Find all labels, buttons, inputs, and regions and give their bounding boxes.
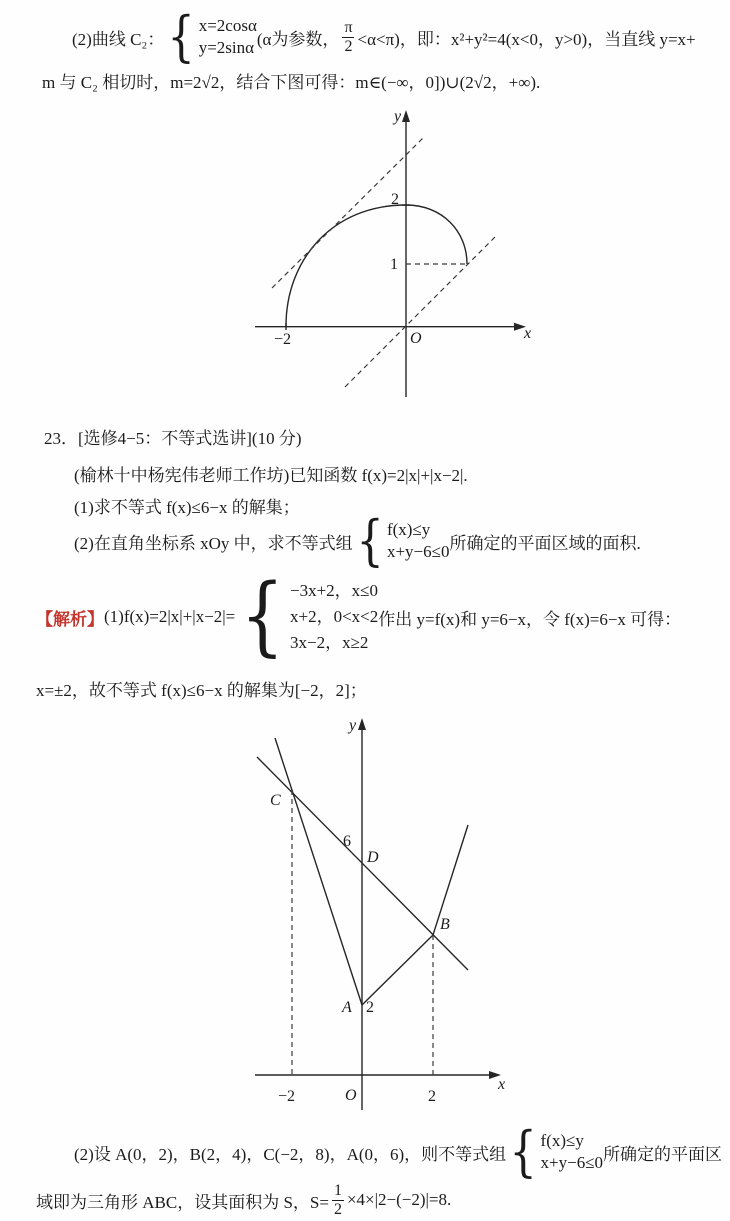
- piece-row: −3x+2，x≤0: [290, 581, 379, 600]
- y-axis-label: y: [394, 108, 402, 125]
- semicircle-arc: [286, 205, 467, 326]
- left-brace: {: [240, 566, 285, 667]
- figure-semicircle-tangent: [230, 105, 560, 405]
- para1-mid1: (α为参数，: [256, 29, 340, 49]
- system-row: f(x)≤y: [386, 520, 431, 539]
- final-area-result: ×4×|2−(−2)|=8.: [346, 1190, 452, 1209]
- final-line2: [36, 1182, 451, 1218]
- fraction-denominator: 2: [344, 37, 353, 55]
- final-points-text: (2)设 A(0，2)，B(2，4)，C(−2，8)，A(0，6)，则不等式组: [74, 1144, 507, 1164]
- piecewise-definition: [290, 578, 378, 656]
- para1-circle-eq: x²+y²=4(x<0，y>0)，: [450, 29, 605, 49]
- inequality-system: [541, 1130, 604, 1174]
- figure-piecewise-region: [230, 710, 520, 1115]
- final-area-text: 域即为三角形 ABC，设其面积为 S，S=: [36, 1192, 329, 1212]
- part2-text-b: 所确定的平面区域的面积.: [449, 533, 641, 553]
- case-row: y=2sinα: [198, 38, 255, 57]
- pi-over-2-fraction: [342, 19, 354, 55]
- two-vertex-label: 2: [366, 999, 374, 1016]
- problem-23-part2: [74, 508, 641, 572]
- six-label: 6: [343, 833, 351, 850]
- para1-line2: m 与 C₂ 相切时，m=2√2，结合下图可得：m∈(−∞，0])∪(2√2，+∞).: [42, 73, 541, 92]
- two-label: 2: [391, 191, 399, 208]
- para1-mid2: <α<π)，即：: [357, 29, 451, 49]
- system-row: f(x)≤y: [540, 1131, 584, 1150]
- two-axis-label: 2: [428, 1088, 436, 1105]
- point-B-label: B: [440, 916, 450, 933]
- one-label: 1: [390, 256, 398, 273]
- para1-c2-label: C₂：: [130, 29, 165, 49]
- point-D-label: D: [367, 849, 379, 866]
- analysis-line1: [36, 566, 682, 667]
- y-axis-arrow: [402, 110, 410, 122]
- analysis-line2: x=±2，故不等式 f(x)≤6−x 的解集为[−2，2]；: [36, 681, 367, 700]
- x-axis-label: x: [498, 1076, 506, 1093]
- final-line1: [74, 1119, 723, 1183]
- one-half-fraction: [332, 1182, 344, 1218]
- analysis-continuation: 作出 y=f(x)和 y=6−x，令 f(x)=6−x 可得：: [378, 609, 682, 629]
- neg2-label: −2: [278, 1088, 296, 1105]
- piece-row: x+2，0<x<2: [290, 607, 379, 626]
- point-C-label: C: [270, 792, 281, 809]
- part2-text-a: (2)在直角坐标系 xOy 中，求不等式组: [74, 533, 353, 553]
- case-row: x=2cosα: [198, 16, 257, 35]
- origin-label: O: [345, 1087, 357, 1104]
- y-axis-arrow: [358, 718, 366, 730]
- f-left-branch: [275, 738, 362, 1005]
- x-axis-label: x: [524, 325, 532, 342]
- parametric-equations: [199, 15, 257, 59]
- inequality-system: [387, 519, 450, 563]
- tangent-dashed-line: [272, 138, 423, 288]
- problem-23-source: (榆林十中杨宪伟老师工作坊)已知函数 f(x)=2|x|+|x−2|.: [74, 466, 468, 485]
- point-A-label: A: [342, 999, 352, 1016]
- system-row: x+y−6≤0: [386, 542, 450, 561]
- left-brace: {: [509, 1119, 538, 1183]
- para1-prefix: (2)曲线: [72, 29, 131, 49]
- y-axis-label: y: [349, 717, 357, 734]
- system-row: x+y−6≤0: [540, 1153, 604, 1172]
- final-text-b: 所确定的平面区: [603, 1144, 723, 1164]
- problem-23-part1: (1)求不等式 f(x)≤6−x 的解集；: [74, 498, 300, 517]
- fraction-numerator: 1: [333, 1181, 342, 1199]
- left-brace: {: [356, 508, 384, 572]
- left-brace: {: [167, 4, 196, 68]
- problem-23-heading: 23．[选修4−5：不等式选讲](10 分): [44, 429, 302, 448]
- analysis-tag: 【解析】: [36, 609, 104, 629]
- fraction-numerator: π: [344, 18, 353, 36]
- origin-dashed-line: [345, 235, 497, 387]
- origin-label: O: [410, 330, 422, 347]
- analysis-eq-lhs: (1)f(x)=2|x|+|x−2|=: [104, 607, 236, 626]
- fraction-denominator: 2: [333, 1200, 342, 1218]
- neg2-label: −2: [274, 331, 292, 348]
- para1-tail: 当直线 y=x+: [604, 29, 696, 49]
- piece-row: 3x−2，x≥2: [290, 633, 369, 652]
- para1-line1: [72, 4, 696, 68]
